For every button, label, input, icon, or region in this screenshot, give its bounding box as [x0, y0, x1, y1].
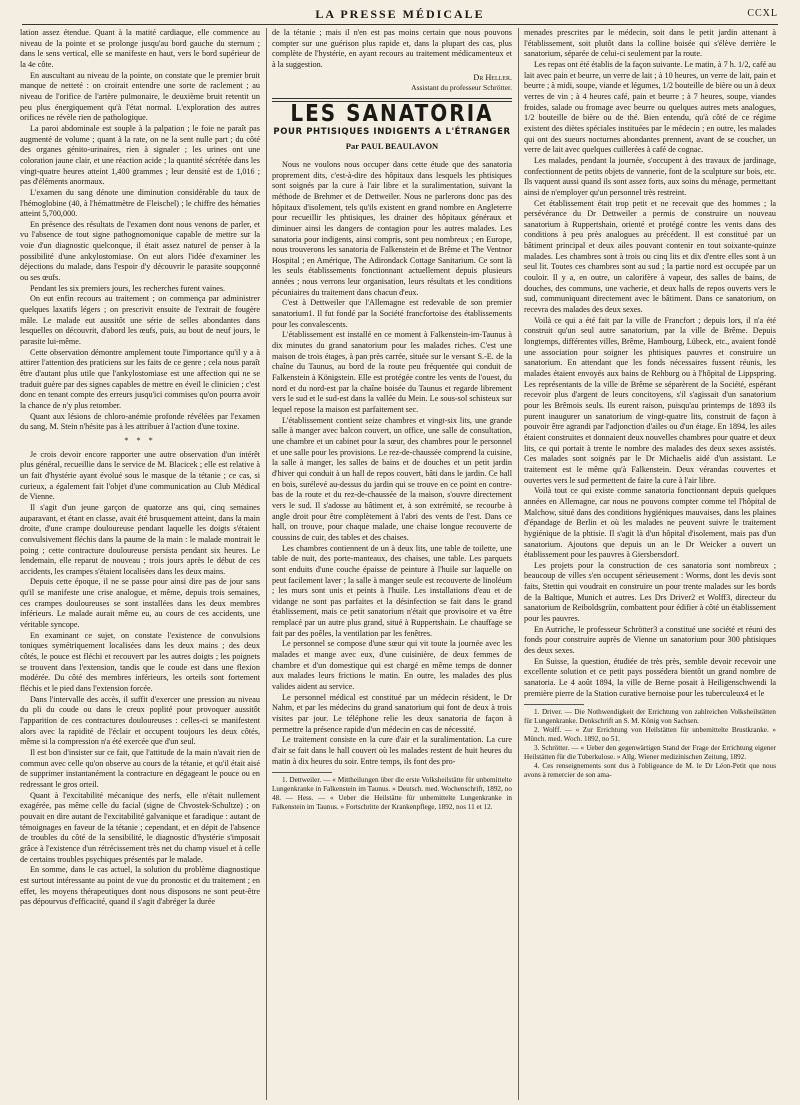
paragraph: En auscultant au niveau de la pointe, on constate que le premier bruit manque de netteté : on croirait entendre une sorte de raclement ; au niveau de l'orifice de l'artère pulmonaire, le deuxième bruit retentit un peu plus énergiquement qu'à l'état normal. L'exploration des autres orifices ne révèle rien de pathologique. [20, 70, 260, 123]
page-number: CCXL [747, 8, 778, 19]
paragraph: Cette observation démontre amplement toute l'importance qu'il y a à attirer l'attention des praticiens sur les faits de ce genre ; cela nous paraît être d'autant plus utile que l'ankylostomiase est une affection qui ne se traduit guère par des signes capables de mettre en éveil le clinicien ; c'est donc en tenant compte des erreurs jusqu'ici commises qu'on pourra avoir la chance de n'y plus retomber. [20, 347, 260, 410]
footnote-rule [272, 772, 332, 773]
paragraph: Voilà tout ce qui existe comme sanatoria fonctionnant depuis quelques années en Allemagne, car nous ne pouvons compter comme tel l'hôpital de Malchow, situé dans des conditions hygiéniques mauvaises, dans les plaines d'épandage de Berlin et où les malades ne peuvent suivre le traitement hygiénique de la phtisie. Il s'agit là d'un hôpital d'isolement, mais pas d'un sanatorium. Ajoutons que depuis un an le Dr Weicker a ouvert un établissement pour les pauvres à Giersbersdorf. [524, 486, 776, 560]
paragraph: Quant à l'excitabilité mécanique des nerfs, elle n'était nullement exagérée, pas même celle du facial (signe de Chvostek-Schultze) ; on pouvait en dire autant de l'excitabilité galvanique et faradique : autant de témoignages en faveur de la tétanie ; cependant, et en dépit de l'absence de troubles du côté de la sensibilité, le diagnostic d'hystérie s'imposait grâce à l'existence d'un rétrécissement très net du champ visuel et à celle de certains troubles psychiques présentés par le malade. [20, 790, 260, 864]
section-separator: * * * [124, 435, 156, 445]
footnotes [524, 708, 776, 780]
footnote: 4. Ces renseignements sont dus à l'obligeance de M. le Dr Léon-Petit que nous avons à remercier de son ama- [524, 762, 776, 780]
footnote: 1. Dettweiler. — « Mittheilungen über die erste Volksheilstätte für unbemittelte Lungenkranke in Falkenstein im Taunus. » Deutsch. med. Wochenschrift, 1892, no 48. — Hess. — « Ueber die Heilstätte für unbemittelte Lungenkranke in Falkenstein im Taunus. » Fortschritte der Krankenpflege, 1892, nos 11 et 12. [272, 776, 512, 812]
paragraph: Il s'agit d'un jeune garçon de quatorze ans qui, cinq semaines auparavant, et étant en classe, avait été brusquement atteint, dans la main droite, d'une crampe douloureuse pendant laquelle les doigts s'étaient convulsivement fléchis dans la paume de la main : le malade montrait le poing ; cette contracture douloureuse persista pendant six heures. Le lendemain, elle reparut de nouveau ; trois jours après le début de ces accidents, les crampes s'étaient localisées dans les deux mains. [20, 502, 260, 576]
paragraph: Le personnel se compose d'une sœur qui vit toute la journée avec les malades et mange avec eux, d'une cuisinière, de deux femmes de chambre et d'un domestique qui est chargé en même temps de donner aux malades leurs frictions le matin. En outre, les malades des plus valides aident au service. [272, 639, 512, 692]
footnote: 1. Driver. — Die Nothwendigkeit der Errichtung von zahlreichen Volksheilstätten für Lungenkranke. Denkschrift an S. M. König von Sachsen. [524, 708, 776, 726]
paragraph: Je crois devoir encore rapporter une autre observation d'un intérêt plus général, recueillie dans le service de M. Blacicek ; elle est relative à un fait d'hystérie ayant évolué sous le masque de la tétanie ; ce cas, si curieux, a également fait l'objet d'une communication au Club Médical de Vienne. [20, 449, 260, 502]
paragraph: Les malades, pendant la journée, s'occupent à des travaux de jardinage, confectionnent de petits objets de vannerie, font de la sculpture sur bois, etc. Ils vaquent aussi quand ils sont assez forts, aux soins du ménage, permettant ainsi de n'employer qu'un personnel très restreint. [524, 155, 776, 197]
paragraph: Cet établissement était trop petit et ne recevait que des hommes ; la persévérance du Dr Dettweiler a permis de construire un nouveau sanatorium à Ruppertshain, orienté et protégé contre les vents dans des conditions à peu près analogues au précédent. Il est constitué par un bâtiment principal et deux ailes pouvant contenir en tout soixante-quinze malades. Les chambres sont à trois ou cinq lits et dix d'entre elles sont à un seul lit. Toutes ces chambres sont au sud ; la partie nord est occupée par un couloir. Il y a, en outre, un calorifère à vapeur, des salles de bains, de douches, des communs, une vacherie, et deux halls de repos ouverts vers le sud, communiquant directement avec le bâtiment. Dans ce sanatorium, on recevra des malades des deux sexes. [524, 198, 776, 315]
column-divider [266, 28, 267, 1100]
article-body-continued [524, 28, 776, 699]
article-ending-paragraph: de la tétanie ; mais il n'en est pas moins certain que nous pouvons compter sur une guérison plus rapide et, dans la plupart des cas, plus complète de l'hystérie, en ayant recours au traitement médicamenteux et à la suggestion. [272, 28, 512, 69]
paragraph: En présence des résultats de l'examen dont nous venons de parler, et vu l'absence de tout signe pathognomonique capable de mettre sur la voie d'un diagnostic quelconque, il était assez naturel de penser à la possibilité d'une ankylostomiase. On eut alors l'idée d'examiner les déjections du malade, dans l'espoir d'y découvrir le parasite soupçonné ou ses œufs. [20, 219, 260, 283]
article-title: LES SANATORIA [290, 99, 494, 127]
paragraph: Nous ne voulons nous occuper dans cette étude que des sanatoria proprement dits, c'est-à-dire des hôpitaux dans lesquels les phtisiques sont soignés par la cure à l'air libre et la suralimentation, suivant la méthode de Brehmer et de Dettweiler. Nous ne parlerons donc pas des hôpitaux d'isolement, tels qu'ils existent en grand nombre en Angleterre pour recueillir les phtisiques, les drainer des hôpitaux généraux et diminuer ainsi les dangers de contagion pour les autres malades. Les sanatoria pour indigents, ainsi compris, sont peu nombreux ; en Europe, nous trouverons les sanatoria de Falkenstein et de Brême et The Ventnor Hospital ; en Amérique, The Adirondack Cottage Sanitarium. Ce sont là les seuls établissements fonctionnant actuellement depuis plusieurs années ; nous verrons leur organisation, leurs résultats et les conditions pécuniaires du traitement dans chacun d'eux. [272, 159, 512, 297]
paragraph: Dans l'intervalle des accès, il suffit d'exercer une pression au niveau du pli du coude ou dans le creux poplité pour provoquer aussitôt l'apparition de ces contractures douloureuses : celles-ci se manifestent alors avec la rapidité de l'éclair et occupent toujours les deux côtés, même si la compression n'a été exercée que d'un seul. [20, 694, 260, 747]
paragraph: En Autriche, le professeur Schrötter3 a constitué une société et réuni des fonds pour construire auprès de Vienne un sanatorium pour 300 phtisiques des deux sexes. [524, 624, 776, 656]
paragraph: lation assez étendue. Quant à la matité cardiaque, elle commence au niveau de la pointe et se prolonge jusqu'au bord gauche du sternum ; dans le sens vertical, elle se manifeste en haut, vers le bord supérieur de la 4e côte. [20, 28, 260, 69]
paragraph: En examinant ce sujet, on constate l'existence de convulsions toniques symétriquement localisées dans les deux mains ; des deux côtés, le pouce est fléchi et recouvert par les autres doigts ; les poignets se trouvent dans l'extension, tandis que le coude est dans une flexion modérée. Du côté des membres inférieurs, les orteils sont fortement fléchis et le pied dans l'extension forcée. [20, 630, 260, 694]
paragraph: L'examen du sang dénote une diminution considérable du taux de l'hémoglobine (40, à l'hémattmètre de Fleischel) ; le chiffre des hématies atteint 5,700,000. [20, 187, 260, 219]
paragraph: Voilà ce qui a été fait par la ville de Francfort ; depuis lors, il n'a été construit qu'un seul autre sanatorium, par la ville de Brême. Depuis longtemps, différentes villes, Brême, Hambourg, Lübeck, etc., avaient fondé une association pour soigner les phtisiques pauvres et construire un sanatorium. En attendant que les fonds nécessaires fussent réunis, les malades étaient envoyés aux bains de Rehburg ou à l'hôpital de Lippspring. Les représentants de la ville de Brême se séparèrent de la Société, espérant recevoir plus d'argent de leurs concitoyens, s'il s'agissait d'un sanatorium pour les Brêmois seuls. Ils eurent raison, puisqu'au printemps de 1893 ils purent inaugurer un sanatorium de vingt-quatre lits, construit de façon à pouvoir être agrandi par l'adjonction d'ailes ou d'un étage. En 1894, les ailes étaient construites et donnaient deux nouvelles chambres pour quatre et deux lits, ce qui portait à trente le nombre des malades des deux sexes assistés. Ces malades sont soignés par le Dr Michaelis aidé d'un assistant. Le traitement est le même qu'à Falkenstein. Deux vérandas couvertes et ouvertes vers le sud permettent de faire la cure à l'air libre. [524, 315, 776, 485]
paragraph: Le personnel médical est constitué par un médecin résident, le Dr Nahm, et par les médecins du grand sanatorium qui font de deux à trois visites par jour. Le téléphone relie les deux sanatoria de façon à permettre la présence rapide d'un médecin en cas de nécessité. [272, 692, 512, 734]
article-byline: Par PAUL BEAULAVON [345, 141, 439, 152]
paragraph: En Suisse, la question, étudiée de très près, semble devoir recevoir une excellente solution et ce petit pays possédera bientôt un grand nombre de sanatoria. Le 4 août 1894, la ville de Berne posait à Heiligenschwendi la première pierre de la Station curative bernoise pour les tuberculeux4 et le [524, 656, 776, 698]
footnote-rule [524, 704, 584, 705]
paragraph: Les chambres contiennent de un à deux lits, une table de toilette, une table de nuit, des porte-manteaux, des chaises, une table. Les parquets sont enduits d'une couche épaisse de peinture à l'huile sur laquelle on peut facilement laver ; la salle à manger seule est recouverte de linoléum ; les murs sont unis et peints à l'huile. Les installations d'eau et de vidange ne sont pas parfaites et la désinfection se fait dans le grand établissement, mais ce petit sanatorium n'était que provisoire et va être remplacé par un autre plus grand, situé à Ruppertshain. Le chauffage se fait par des poêles, la ventilation par les fenêtres. [272, 543, 512, 638]
column-left [20, 28, 260, 1100]
article-body [272, 160, 512, 767]
journal-title: LA PRESSE MÉDICALE [315, 7, 485, 21]
paragraph: La paroi abdominale est souple à la palpation ; le foie ne paraît pas augmenté de volume ; quant à la rate, on ne la sent nulle part ; du côté des organes génito-urinaires, rien à signaler ; les urines ont une coloration jaune clair, et une réaction acide ; la quantité sécrétée dans les vingt-quatre heures atteint 1,400 grammes ; leur densité est de 1,016 ; pas d'éléments anormaux. [20, 123, 260, 187]
signature: Dr Heller. [473, 72, 512, 82]
footnote: 3. Schrötter. — « Ueber den gegenwärtigen Stand der Frage der Errichtung eigener Heilstätten für die Tuberkulose. » Allg. Wiener medizinischen Zeitung, 1892. [524, 744, 776, 762]
paragraph: menades prescrites par le médecin, soit dans le petit jardin attenant à l'établissement, soit plutôt dans la colline boisée qui s'élève derrière le sanatorium, séparée de celui-ci seulement par la route. [524, 28, 776, 59]
column-middle [272, 28, 512, 1100]
article-subtitle: POUR PHTISIQUES INDIGENTS A L'ÉTRANGER [273, 126, 511, 137]
paragraph: L'établissement contient seize chambres et vingt-six lits, une grande salle à manger avec balcon couvert, un office, une salle de consultation, une chambre et un cabinet pour la sœur, des chambres pour le personnel et une salle pour les provisions. Le rez-de-chaussée comprend la cuisine, la salle à manger, les salles de bains et de douches et un petit jardin d'hiver qui conduit à un hall de repos couvert, bâti dans le jardin. Ce hall en bois, surélevé au-dessus du jardin qui se trouve en ce point en contre-bas de la route et du rez-de-chaussée de la maison, s'ouvre directement vers le sud. Il s'adosse au bâtiment et, à son extrémité, se recourbe à angle droit pour être complètement à l'abri des vents de l'est. Dans ce hall, on trouve, pour chaque malade, une chaise longue recouverte de coussins de cuir, des tables et des chaises. [272, 415, 512, 542]
paragraph: En somme, dans le cas actuel, la solution du problème diagnostique est surtout intéressante au point de vue du pronostic et du traitement ; en effet, les moyens thérapeutiques dont nous disposons ne sont peut-être pas dépourvus d'efficacité, quand il s'agit d'abréger la durée [20, 865, 260, 907]
paragraph: Pendant les six premiers jours, les recherches furent vaines. [30, 283, 226, 293]
paragraph: C'est à Dettweiler que l'Allemagne est redevable de son premier sanatorium1. Il fut fondé par la Société francfortoise des établissements pour les convalescents. [272, 298, 512, 329]
column-divider [518, 28, 519, 1100]
paragraph: Il est bon d'insister sur ce fait, que l'attitude de la main n'avait rien de commun avec celle qu'on observe au cours de la tétanie, et qu'il était aisé de supprimer instantanément la contracture en dégageant le pouce ou en redressant le gros orteil. [20, 747, 260, 789]
paragraph: Depuis cette époque, il ne se passe pour ainsi dire pas de jour sans qu'il se manifeste une crise analogue, et même, depuis trois semaines, ces crampes douloureuses se sont installées dans les deux membres inférieurs. Le malade aurait même eu, au cours de ces accidents, une véritable syncope. [20, 577, 260, 630]
column-right [524, 28, 776, 1100]
paragraph: Les projets pour la construction de ces sanatoria sont nombreux ; beaucoup de villes s'en occupent sérieusement : Worms, dont les devis sont faits, Stettin qui voudrait en construire un pour trente malades sur les bords de la Baltique, Munich et autres. Les Drs Driver2 et Wolff3, directeur du sanatorium de Reiboldsgrün, combattent pour édifier à côté un établissement pour les pauvres. [524, 560, 776, 624]
paragraph: On eut enfin recours au traitement ; on commença par administrer quelques laxatifs légers ; on prescrivit ensuite de l'extrait de fougère mâle. Le malade eut aussitôt une série de selles abondantes dans lesquelles on découvrit, d'abord les œufs, puis, au bout de neuf jours, le parasite lui-même. [20, 294, 260, 347]
paragraph: Quant aux lésions de chloro-anémie profonde révélées par l'examen du sang, M. Stein n'hésite pas à les attribuer à l'action d'une toxine. [20, 411, 260, 432]
footnote: 2. Wolff. — « Zur Errichtung von Heilstätten für unbemittelte Brustkranke. » Münch. med. Woch. 1892, no 51. [524, 726, 776, 744]
paragraph: L'établissement est installé en ce moment à Falkenstein-im-Taunus à dix minutes du grand sanatorium pour les malades riches. C'est une maison de trois étages, à pan près carrée, située sur le versant S.-E. de la chaîne du Taunus, au bord de la route peu fréquentée qui conduit de Falkenstein à Königstein. Elle est protégée contre les vents de l'ouest, du nord et du nord-est par la chaîne boisée du Taunus et regarde librement vers le sud et le sud-est dans la vallée du Mein. Le sous-sol schisteux sur lequel repose la maison est parfaitement sec. [272, 330, 512, 414]
paragraph: Le traitement consiste en la cure d'air et la suralimentation. La cure d'air se fait dans le hall couvert où les malades restent de huit heures du matin à dix heures du soir. Entre temps, ils font des pro- [272, 735, 512, 766]
running-head [22, 6, 778, 25]
signature-affiliation: Assistant du professeur Schrötter. [411, 83, 512, 93]
paragraph: Les repas ont été établis de la façon suivante. Le matin, à 7 h. 1/2, café au lait avec pain et beurre, un verre de lait ; à 10 heures, un verre de lait, pain et beurre ; à midi, soupe, viande et légumes, 1/2 bouteille de bière ou un à deux verres de vin ; à 4 heures café, pain et beurre ; à 7 heures, soupe, viandes froides, salade ou fromage avec beurre ou quelques autres mets analogues, 1/2 bouteille de bière ou de thé. Bien entendu, qu'à côté de ce régime existent des diètes spéciales instituées par le médecin ; en outre, les malades qui ont des sueurs nocturnes abondantes prennent, avant de se coucher, un verre de lait avec quelques cuillerées à café de cognac. [524, 59, 776, 155]
